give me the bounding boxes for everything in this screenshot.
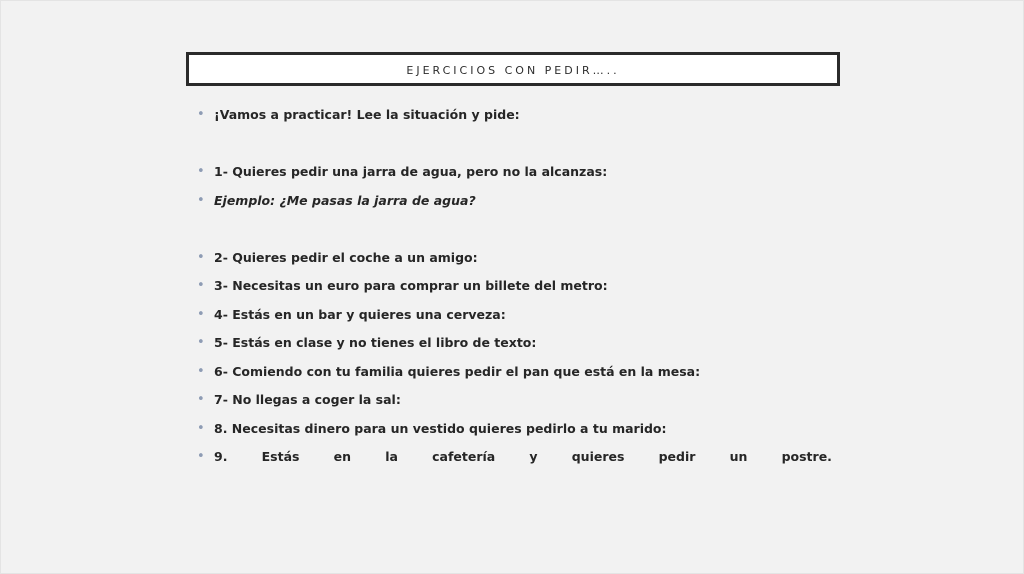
list-item xyxy=(197,272,837,301)
list-item-text: 6- Comiendo con tu familia quieres pedir el pan que está en la mesa: xyxy=(214,363,701,379)
bullet-icon: • xyxy=(197,192,205,208)
list-item xyxy=(197,158,837,187)
list-item xyxy=(197,358,837,387)
list-item xyxy=(197,101,837,130)
bullet-icon: • xyxy=(197,164,205,179)
slide-title: EJERCICIOS CON PEDIR….. xyxy=(406,64,620,77)
bullet-icon: • xyxy=(197,449,205,464)
list-item xyxy=(197,301,837,330)
bullet-icon: • xyxy=(197,363,205,379)
list-item xyxy=(197,386,837,415)
list-item-text: Ejemplo: ¿Me pasas la jarra de agua? xyxy=(214,192,476,208)
list-item xyxy=(197,329,837,358)
list-item xyxy=(197,443,837,472)
list-item-text: 1- Quieres pedir una jarra de agua, pero no la alcanzas: xyxy=(214,164,608,179)
list-item-text: 3- Necesitas un euro para comprar un billete del metro: xyxy=(214,278,608,293)
blank-line xyxy=(197,215,837,244)
bullet-icon: • xyxy=(197,249,205,265)
list-item-text: 2- Quieres pedir el coche a un amigo: xyxy=(214,249,478,265)
list-item-text: 8. Necesitas dinero para un vestido quieres pedirlo a tu marido: xyxy=(214,420,667,436)
bullet-icon: • xyxy=(197,107,205,122)
list-item-text: 7- No llegas a coger la sal: xyxy=(214,392,401,407)
bullet-icon: • xyxy=(197,278,205,293)
bullet-icon: • xyxy=(197,306,205,322)
list-item-text: ¡Vamos a practicar! Lee la situación y pide: xyxy=(214,107,520,122)
list-item xyxy=(197,244,837,273)
title-box xyxy=(186,52,840,86)
list-item-text: 5- Estás en clase y no tienes el libro de texto: xyxy=(214,335,537,350)
bullet-icon: • xyxy=(197,335,205,350)
blank-line xyxy=(197,130,837,159)
list-item-text: 9. Estás en la cafetería y quieres pedir un postre. xyxy=(214,449,832,464)
bullet-list xyxy=(197,101,837,472)
bullet-icon: • xyxy=(197,420,205,436)
list-item-text: 4- Estás en un bar y quieres una cerveza: xyxy=(214,306,506,322)
list-item xyxy=(197,415,837,444)
list-item xyxy=(197,187,837,216)
bullet-icon: • xyxy=(197,392,205,407)
